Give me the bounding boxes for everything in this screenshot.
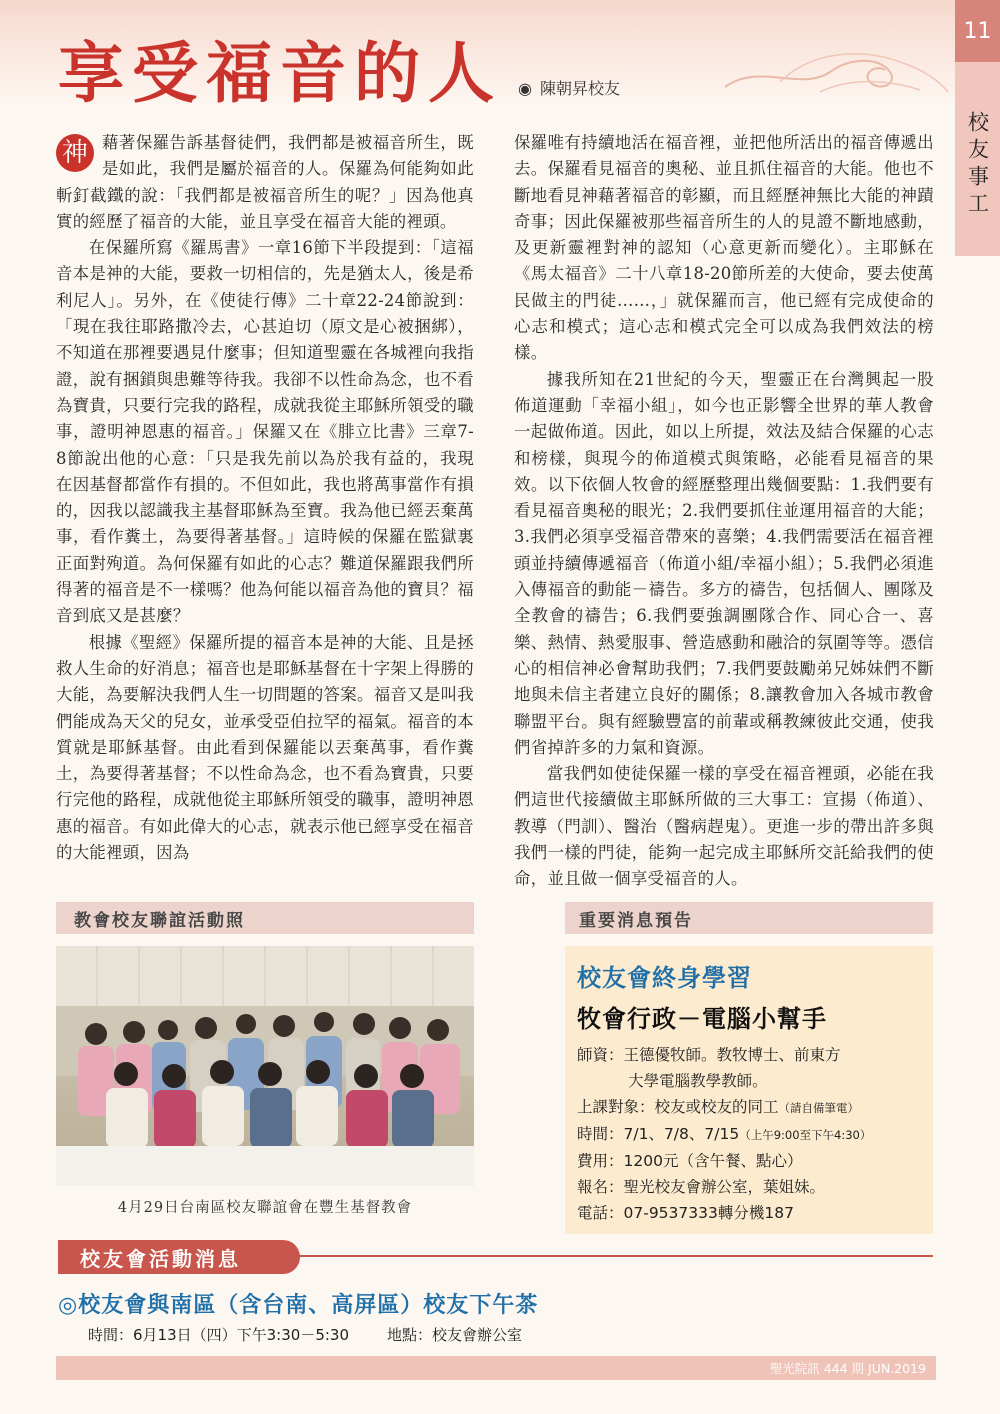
audience-note: （請自備筆電） xyxy=(778,1101,860,1115)
news-subtitle: 牧會行政－電腦小幫手 xyxy=(577,1005,827,1033)
time-line: 時間：7/1、7/8、7/15（上午9:00至下午4:30） xyxy=(577,1125,872,1143)
news-box xyxy=(565,946,933,1234)
news-title: 校友會終身學習 xyxy=(577,964,752,992)
article-left-column xyxy=(56,130,474,866)
register-line: 報名：聖光校友會辦公室，葉姐妹。 xyxy=(577,1178,826,1196)
phone-line: 電話：07-9537333轉分機187 xyxy=(577,1204,794,1222)
article-paragraph: 神 藉著保羅告訴基督徒們，我們都是被福音所生，既是如此，我們是屬於福音的人。保羅為何能夠如此斬釘截鐵的說：「我們都是被福音所生的呢？」因為他真實的經歷了福音的大能，並且享受在福音大能的裡頭。 xyxy=(56,133,474,231)
author-name: 陳朝昇校友 xyxy=(539,79,620,98)
group-people-illustration xyxy=(56,946,474,1186)
group-photo xyxy=(56,946,474,1186)
article-right-column xyxy=(514,130,934,893)
dropcap: 神 xyxy=(56,134,94,172)
page-number: 11 xyxy=(955,0,1000,62)
article-paragraph: 當我們如使徒保羅一樣的享受在福音裡頭，必能在我們這世代接續做主耶穌所做的三大事工：宣揚（佈道）、教導（門訓）、醫治（醫病趕鬼）。更進一步的帶出許多與我們一樣的門徒，能夠一起完成主耶穌所交託給我們的使命，並且做一個享受福音的人。 xyxy=(514,764,934,889)
event-place: 地點：校友會辦公室 xyxy=(387,1326,523,1344)
news-details xyxy=(577,1042,921,1226)
footer-bar: 聖光院訊 444 期 JUN.2019 xyxy=(56,1356,936,1380)
article-paragraph: 在保羅所寫《羅馬書》一章16節下半段提到：「這福音本是神的大能，要救一切相信的，先是猶太人，後是希利尼人」。另外，在《使徒行傳》二十章22-24節說到：「現在我往耶路撒冷去，心甚迫切（原文是心被捆綁），不知道在那裡要遇見什麼事；但知道聖靈在各城裡向我指證，說有捆鎖與患難等待我。我卻不以性命為念，也不看為寶貴，只要行完我的路程，成就我從主耶穌所領受的職事，證明神恩惠的福音。」保羅又在《腓立比書》三章7-8節說出他的心意：「只是我先前以為於我有益的，我現在因基督都當作有損的。不但如此，我也將萬事當作有損的，因我以認識我主基督耶穌為至寶。我為他已經丟棄萬事，看作糞土，為要得著基督。」這時候的保羅在監獄裏正面對殉道。為何保羅有如此的心志？難道保羅跟我們所得著的福音是不一樣嗎？他為何能以福音為他的寶貝？福音到底又是甚麼？ xyxy=(56,238,474,626)
teacher-line-cont: 大學電腦教學教師。 xyxy=(628,1072,768,1090)
section-tab: 校友事工 xyxy=(955,62,1000,256)
article-paragraph: 根據《聖經》保羅所提的福音本是神的大能、且是拯救人生命的好消息；福音也是耶穌基督在十字架上得勝的大能，為要解決我們人生一切問題的答案。福音又是叫我們能成為天父的兒女，並承受亞伯拉罕的福氣。福音的本質就是耶穌基督。由此看到保羅能以丟棄萬事，看作糞土，為要得著基督；不以性命為念，也不看為寶貴，只要行完他的路程，成就他從主耶穌所領受的職事，證明神恩惠的福音。有如此偉大的心志，就表示他已經享受在福音的大能裡頭，因為 xyxy=(56,632,474,863)
event-title: ◎校友會與南區（含台南、高屏區）校友下午茶 xyxy=(58,1293,539,1318)
article-title: 享受福音的人 xyxy=(58,34,502,112)
article-paragraph: 保羅唯有持續地活在福音裡，並把他所活出的福音傳遞出去。保羅看見福音的奧秘、並且抓住福音的大能。他也不斷地看見神藉著福音的彰顯，而且經歷神無比大能的神蹟奇事；因此保羅被那些福音所生的人的見證不斷地感動，及更新靈裡對神的認知（心意更新而變化）。主耶穌在《馬太福音》二十八章18-20節所差的大使命，要去使萬民做主的門徒……，」就保羅而言，他已經有完成使命的心志和模式；這心志和模式完全可以成為我們效法的榜樣。 xyxy=(514,133,934,363)
activity-divider xyxy=(290,1255,933,1257)
article-paragraph: 據我所知在21世紀的今天，聖靈正在台灣興起一股佈道運動「幸福小組」，如今也正影響全世界的華人教會一起做佈道。因此，如以上所提，效法及結合保羅的心志和榜樣，與現今的佈道模式與策略，必能看見福音的果效。以下依個人牧會的經歷整理出幾個要點：1.我們要有看見福音奧秘的眼光；2.我們要抓住並運用福音的大能；3.我們必須享受福音帶來的喜樂；4.我們需要活在福音裡頭並持續傳遞福音（佈道小組/幸福小組）；5.我們必須進入傳福音的動能－禱告。多方的禱告，包括個人、團隊及全教會的禱告；6.我們要強調團隊合作、同心合一、喜樂、熱情、熱愛服事、營造感動和融洽的氛圍等等。憑信心的相信神必會幫助我們；7.我們要鼓勵弟兄姊妹們不斷地與未信主者建立良好的關係；8.讓教會加入各城市教會聯盟平台。與有經驗豐富的前輩或稱教練彼此交通，使我們省掉許多的力氣和資源。 xyxy=(514,369,934,757)
event-detail xyxy=(88,1324,522,1345)
fee-line: 費用：1200元（含午餐、點心） xyxy=(577,1152,803,1170)
news-section-header: 重要消息預告 xyxy=(565,902,933,934)
audience-line: 上課對象：校友或校友的同工（請自備筆電） xyxy=(577,1098,860,1116)
photo-caption: 4月29日台南區校友聯誼會在豐生基督教會 xyxy=(117,1200,413,1216)
activity-section-label: 校友會活動消息 xyxy=(58,1240,300,1274)
bullet-icon: ◉ xyxy=(518,79,532,98)
time-note: （上午9:00至下午4:30） xyxy=(739,1128,872,1142)
event-time: 時間：6月13日（四）下午3:30－5:30 xyxy=(88,1326,349,1344)
photo-section-header: 教會校友聯誼活動照 xyxy=(56,902,474,934)
teacher-line: 師資：王德優牧師。教牧博士、前東方 xyxy=(577,1046,841,1064)
author-line xyxy=(518,76,620,99)
swirl-ornament-icon xyxy=(720,42,950,102)
